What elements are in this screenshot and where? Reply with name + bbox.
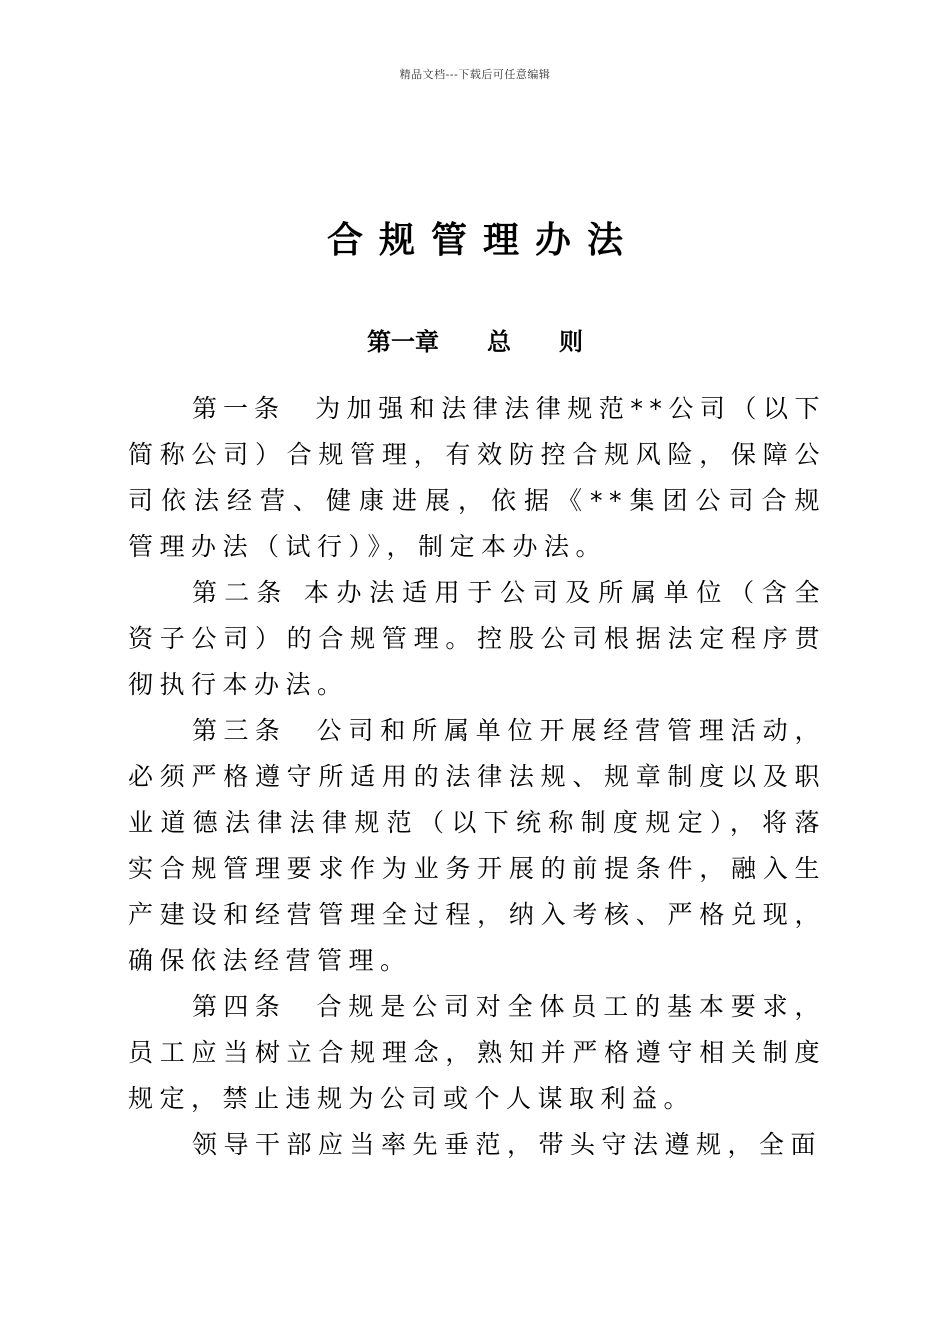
article-2 <box>128 570 826 708</box>
article-4 <box>128 984 826 1122</box>
article-label: 第二条 <box>192 578 289 607</box>
article-1 <box>128 386 826 570</box>
article-label: 第四条 <box>192 992 287 1021</box>
document-title: 合规管理办法 <box>326 219 639 261</box>
paragraph-text: 领导干部应当率先垂范，带头守法遵规，全面 <box>192 1130 823 1159</box>
article-3 <box>128 708 826 984</box>
article-text: 公司和所属单位开展经营管理活动，必须严格遵守所适用的法律法规、规章制度以及职业道德法律法律规范（以下统称制度规定），将落实合规管理要求作为业务开展的前提条件，融入生产建设和经营管理全过程，纳入考核、严格兑现，确保依法经营管理。 <box>128 716 826 975</box>
article-label: 第一条 <box>192 394 286 423</box>
document-body <box>128 386 826 1168</box>
article-label: 第三条 <box>192 716 287 745</box>
article-text: 为加强和法律法律规范**公司（以下简称公司）合规管理，有效防控合规风险，保障公司依法经营、健康进展，依据《**集团公司合规管理办法（试行）》，制定本办法。 <box>128 394 826 561</box>
article-text: 合规是公司对全体员工的基本要求，员工应当树立合规理念，熟知并严格遵守相关制度规定，禁止违规为公司或个人谋取利益。 <box>128 992 826 1113</box>
paragraph-continuation <box>128 1122 826 1168</box>
article-text: 本办法适用于公司及所属单位（含全资子公司）的合规管理。控股公司根据法定程序贯彻执行本办法。 <box>128 578 826 699</box>
header-watermark: 精品文档---下载后可任意编辑 <box>399 68 551 81</box>
chapter-heading: 第一章 总 则 <box>367 327 583 356</box>
